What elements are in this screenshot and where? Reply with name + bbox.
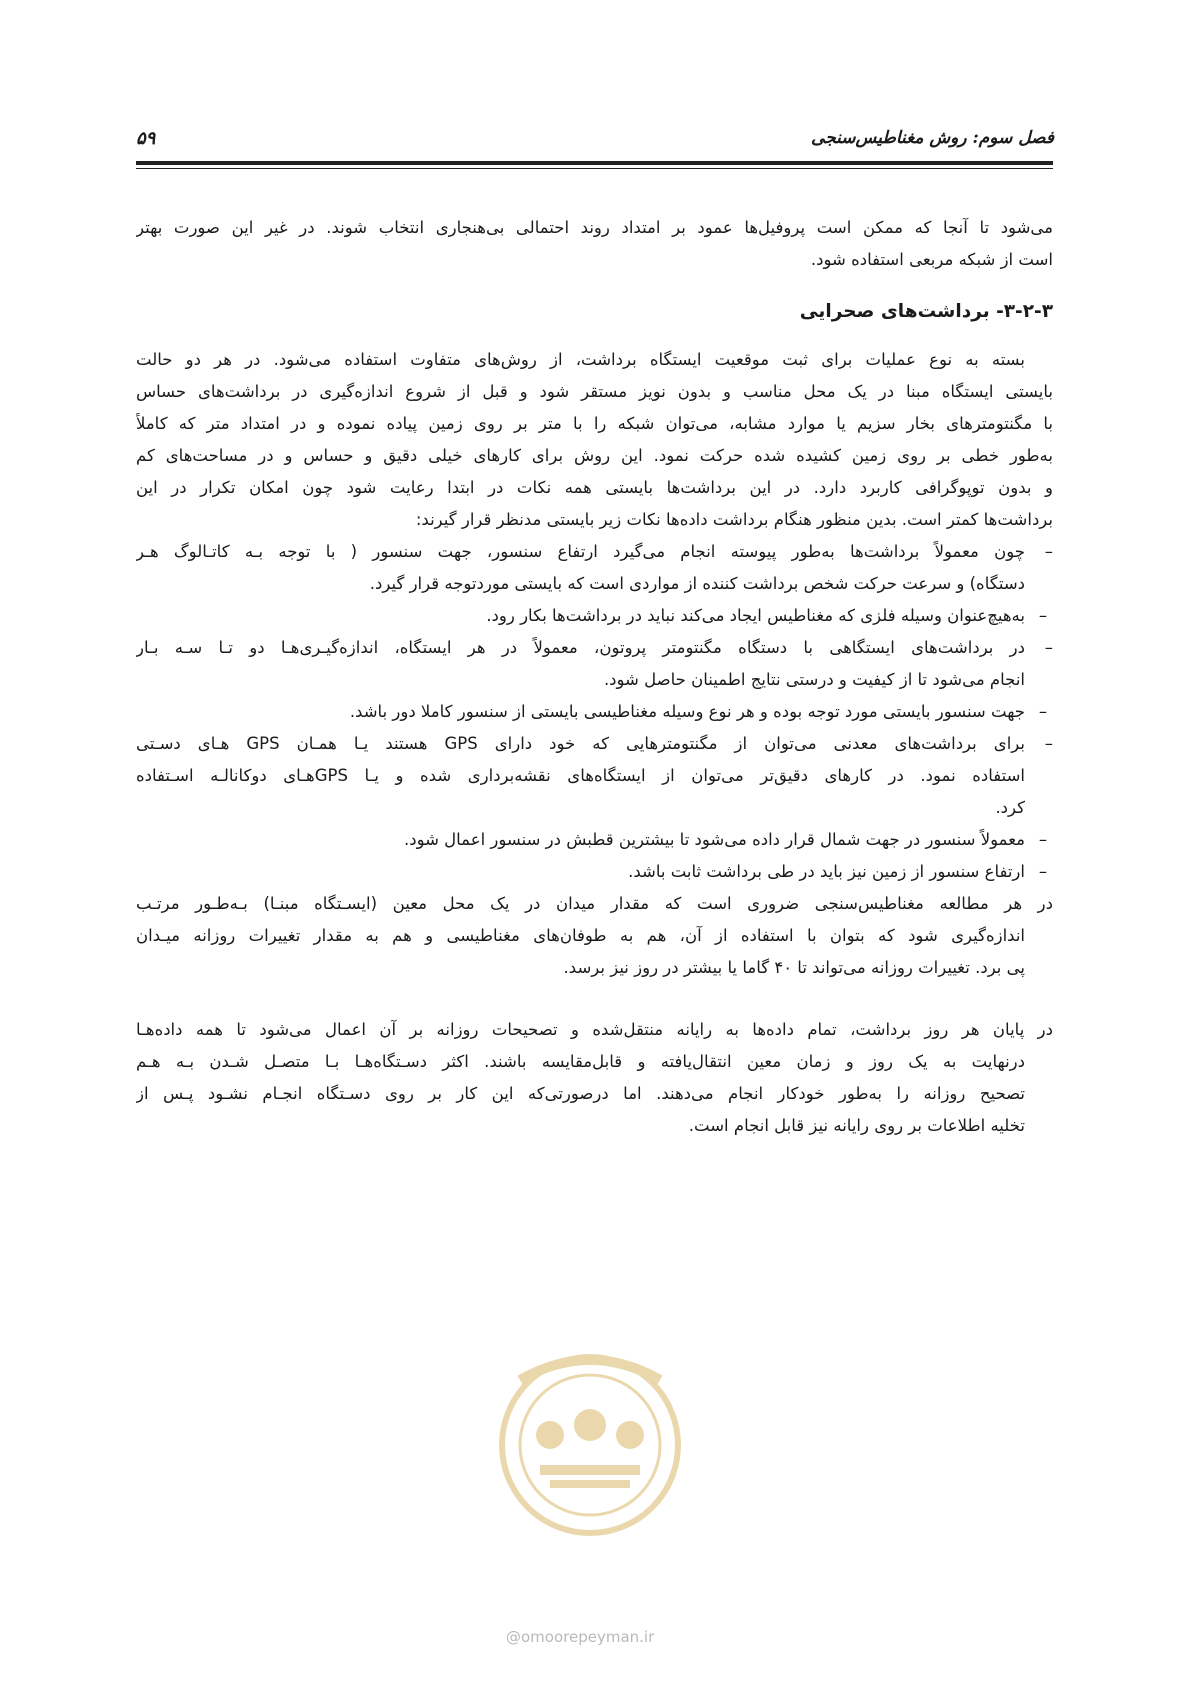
header-rule-thick [136,161,1053,165]
text-line: بسته به نوع عملیات برای ثبت موقعیت ایستگاه برداشت، از روش‌های متفاوت استفاده می‌شود. در هر دو حالت [136,350,1025,369]
bullet-text: معمولاً سنسور در جهت شمال قرار داده می‌شود تا بیشترین قطبش در سنسور اعمال شود. [403,830,1025,849]
text-line: است از شبکه مربعی استفاده شود. [810,250,1053,269]
bullet-text: در برداشت‌های ایستگاهی با دستگاه مگنتومتر پروتون، معمولاً در هر ایستگاه، اندازه‌گیـری‌هـا دو تـا سـه بـار [136,638,1025,657]
watermark-url-text: omoorepeyman.ir [521,1628,655,1646]
text-line: اندازه‌گیری شود که بتوان با استفاده از آن، هم به طوفان‌های مغناطیسی و هم به مقدار تغییرات روزانه میـدان [136,926,1025,945]
bullet-text: به‌هیچ‌عنوان وسیله فلزی که مغناطیس ایجاد می‌کند نباید در برداشت‌ها بکار رود. [486,606,1025,625]
bullet-line [136,536,1053,568]
base-station-paragraph [136,888,1053,984]
text-line: استفاده نمود. در کارهای دقیق‌تر می‌توان از ایستگاه‌های نقشه‌برداری شده و یـا GPSهـای دوکانالـه اسـتفاده [136,766,1025,785]
bullet-dash: – [1038,830,1048,849]
bullet-dash: – [1044,638,1053,657]
bullet-dash: – [1044,734,1053,753]
text-line: در هر مطالعه مغناطیس‌سنجی ضروری است که مقدار میدان در یک محل معین (ایسـتگاه مبنـا) بـه‌طـور مرتـب [136,894,1053,913]
text-line: در پایان هر روز برداشت، تمام داده‌ها به رایانه منتقل‌شده و تصحیحات روزانه بر آن اعمال می‌شود تا همه داده‌هـا [136,1020,1053,1039]
watermark-seal-icon [480,1340,700,1540]
bullet-dash: – [1038,606,1048,625]
text-line: درنهایت به یک روز و زمان معین انتقال‌یافته و قابل‌مقایسه باشند. اکثر دسـتگاه‌هـا بـا متصـل شـدن بـه هـم [136,1052,1025,1071]
bullet-dash: – [1038,702,1048,721]
text-line: به‌طور خطی بر روی زمین کشیده شده حرکت نمود. این روش برای کارهای خیلی دقیق و حساس و در مساحت‌های کم [136,446,1053,465]
list-item [136,856,1053,888]
list-item [136,632,1053,696]
watermark-at-icon: @ [506,1628,521,1646]
bullet-line [136,856,1053,888]
bullet-line [136,600,1053,632]
page-number: ۵۹ [136,128,156,149]
bullet-dash: – [1044,542,1053,561]
bullet-text: ارتفاع سنسور از زمین نیز باید در طی برداشت ثابت باشد. [628,862,1025,881]
body-text [136,212,1053,1142]
text-line: بایستی ایستگاه مبنا در یک محل مناسب و بدون نویز مستقر شود و قبل از شروع اندازه‌گیری در برداشت‌های حساس [136,382,1053,401]
bullet-line [136,632,1053,664]
bullet-list [136,536,1053,888]
running-header-chapter-title: فصل سوم: روش مغناطیس‌سنجی [811,128,1054,148]
section-heading: ۳-۲-۳- برداشت‌های صحرایی [799,301,1053,322]
bullet-text: برای برداشت‌های معدنی می‌توان از مگنتومترهایی که خود دارای GPS هستند یـا همـان GPS هـای دسـتی [136,734,1025,753]
bullet-line [136,728,1053,760]
text-line: کرد. [995,798,1025,817]
watermark-url [506,1628,654,1646]
text-line: با مگنتومترهای بخار سزیم یا موارد مشابه، می‌توان شبکه را با متر بر روی زمین پیاده نموده و در امتداد متر که کاملاً [136,414,1053,433]
correction-paragraph [136,1014,1053,1142]
list-item [136,600,1053,632]
bullet-dash: – [1038,862,1048,881]
bullet-text: چون معمولاً برداشت‌ها به‌طور پیوسته انجام می‌گیرد ارتفاع سنسور، جهت سنسور ( با توجه بـه کاتـالوگ هـر [136,542,1025,561]
field-survey-paragraph [136,344,1053,536]
bullet-line [136,824,1053,856]
text-line: و بدون توپوگرافی کاربرد دارد. در این برداشت‌ها بایستی همه نکات در ابتدا رعایت شود چون امکان تکرار در این [136,478,1053,497]
text-line: تصحیح روزانه را به‌طور خودکار انجام می‌دهند. اما درصورتی‌که این کار بر روی دسـتگاه انجـام نشـود پـس از [136,1084,1025,1103]
bullet-line [136,696,1053,728]
list-item [136,536,1053,600]
bullet-text: جهت سنسور بایستی مورد توجه بوده و هر نوع وسیله مغناطیسی بایستی از سنسور کاملا دور باشد. [349,702,1025,721]
text-line: دستگاه) و سرعت حرکت شخص برداشت کننده از مواردی است که بایستی موردتوجه قرار گیرد. [369,574,1025,593]
list-item [136,696,1053,728]
text-line: برداشت‌ها کمتر است. بدین منظور هنگام برداشت داده‌ها نکات زیر بایستی مدنظر قرار گیرند: [415,510,1053,529]
text-line: تخلیه اطلاعات بر روی رایانه نیز قابل انجام است. [688,1116,1025,1135]
list-item [136,824,1053,856]
list-item [136,728,1053,824]
text-line: انجام می‌شود تا از کیفیت و درستی نتایج اطمینان حاصل شود. [603,670,1025,689]
header-rule-thin [136,168,1053,169]
text-line: پی برد. تغییرات روزانه می‌تواند تا ۴۰ گاما یا بیشتر در روز نیز برسد. [563,958,1025,977]
paragraph-gap [136,984,1053,1014]
intro-paragraph [136,212,1053,276]
text-line: می‌شود تا آنجا که ممکن است پروفیل‌ها عمود بر امتداد روند احتمالی بی‌هنجاری انتخاب شوند. در غیر این صورت بهتر [136,218,1053,237]
